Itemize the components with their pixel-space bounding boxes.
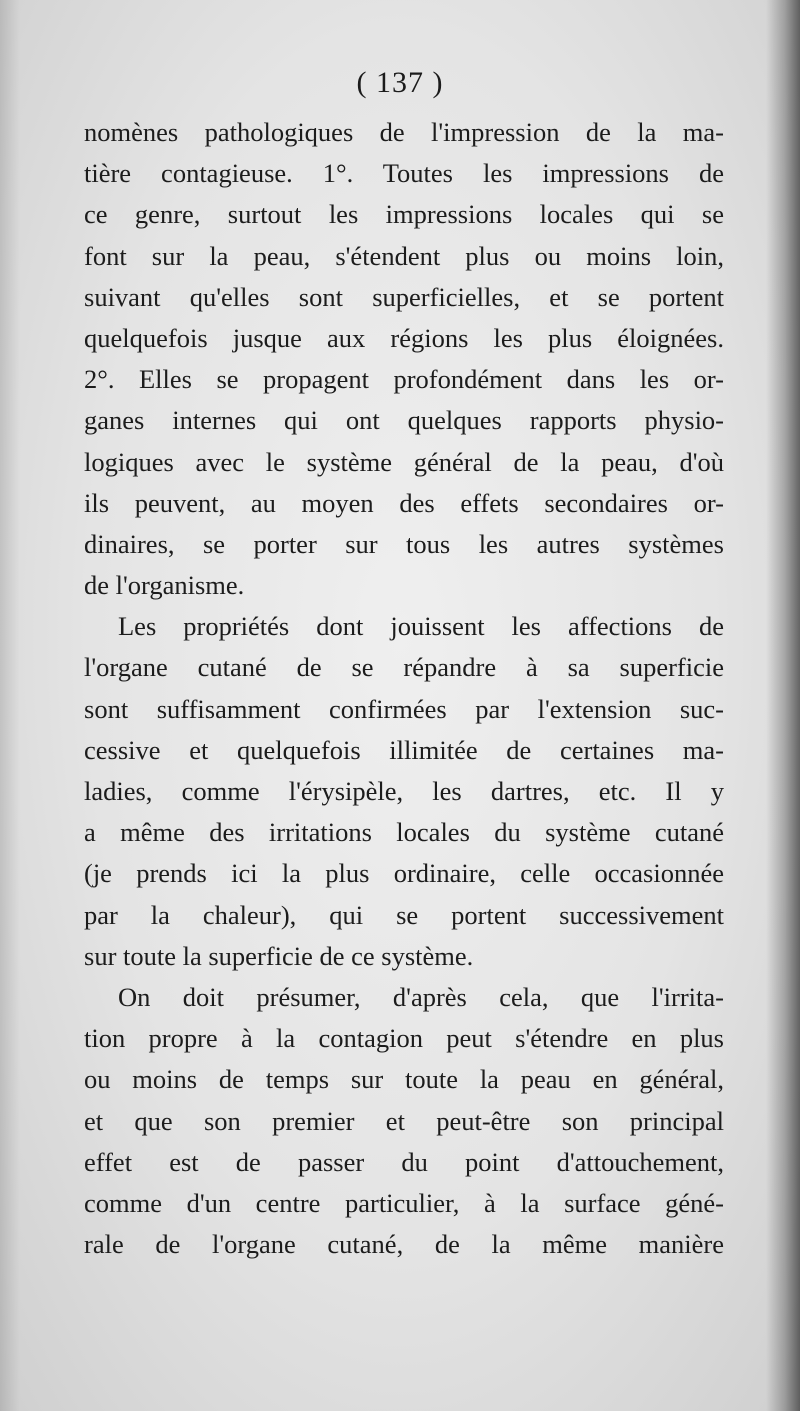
text-line: 2°. Elles se propagent profondément dans les or-: [84, 364, 724, 395]
text-line: ils peuvent, au moyen des effets secondaires or-: [84, 487, 724, 518]
text-line: a même des irritations locales du système cutané: [84, 817, 724, 848]
text-line: nomènes pathologiques de l'impression de la ma-: [84, 117, 724, 147]
text-line: par la chaleur), qui se portent successivement: [84, 899, 724, 930]
text-line: tière contagieuse. 1°. Toutes les impressions de: [84, 158, 724, 189]
text-line: On doit présumer, d'après cela, que l'irrita-: [118, 981, 724, 1012]
text-line: cessive et quelquefois illimitée de certaines ma-: [84, 734, 724, 765]
text-line: ou moins de temps sur toute la peau en général,: [84, 1064, 724, 1095]
text-line: ladies, comme l'érysipèle, les dartres, etc. Il y: [84, 776, 724, 806]
text-line: logiques avec le système général de la peau, d'où: [84, 446, 724, 477]
text-line: rale de l'organe cutané, de la même manière: [84, 1229, 724, 1260]
page-number: ( 137 ): [356, 66, 444, 99]
text-line: tion propre à la contagion peut s'étendre en plus: [84, 1023, 724, 1054]
text-line: dinaires, se porter sur tous les autres systèmes: [84, 528, 724, 559]
text-line: (je prends ici la plus ordinaire, celle occasionnée: [84, 858, 724, 889]
text-line: suivant qu'elles sont superficielles, et se portent: [84, 281, 724, 312]
text-line: de l'organisme.: [84, 570, 245, 601]
text-line: et que son premier et peut-être son principal: [84, 1105, 724, 1136]
text-line: quelquefois jusque aux régions les plus éloignées.: [84, 322, 724, 353]
text-line: ce genre, surtout les impressions locales qui se: [84, 199, 724, 230]
text-line: font sur la peau, s'étendent plus ou moins loin,: [84, 240, 724, 271]
body-text: [84, 112, 724, 1265]
text-line: sur toute la superficie de ce système.: [84, 940, 474, 971]
text-line: l'organe cutané de se répandre à sa superficie: [84, 652, 724, 683]
text-line: comme d'un centre particulier, à la surface géné-: [84, 1187, 724, 1218]
text-line: ganes internes qui ont quelques rapports physio-: [84, 405, 724, 436]
text-line: sont suffisamment confirmées par l'extension suc-: [84, 693, 724, 724]
text-line: Les propriétés dont jouissent les affections de: [118, 611, 724, 642]
text-line: effet est de passer du point d'attouchement,: [84, 1146, 724, 1177]
